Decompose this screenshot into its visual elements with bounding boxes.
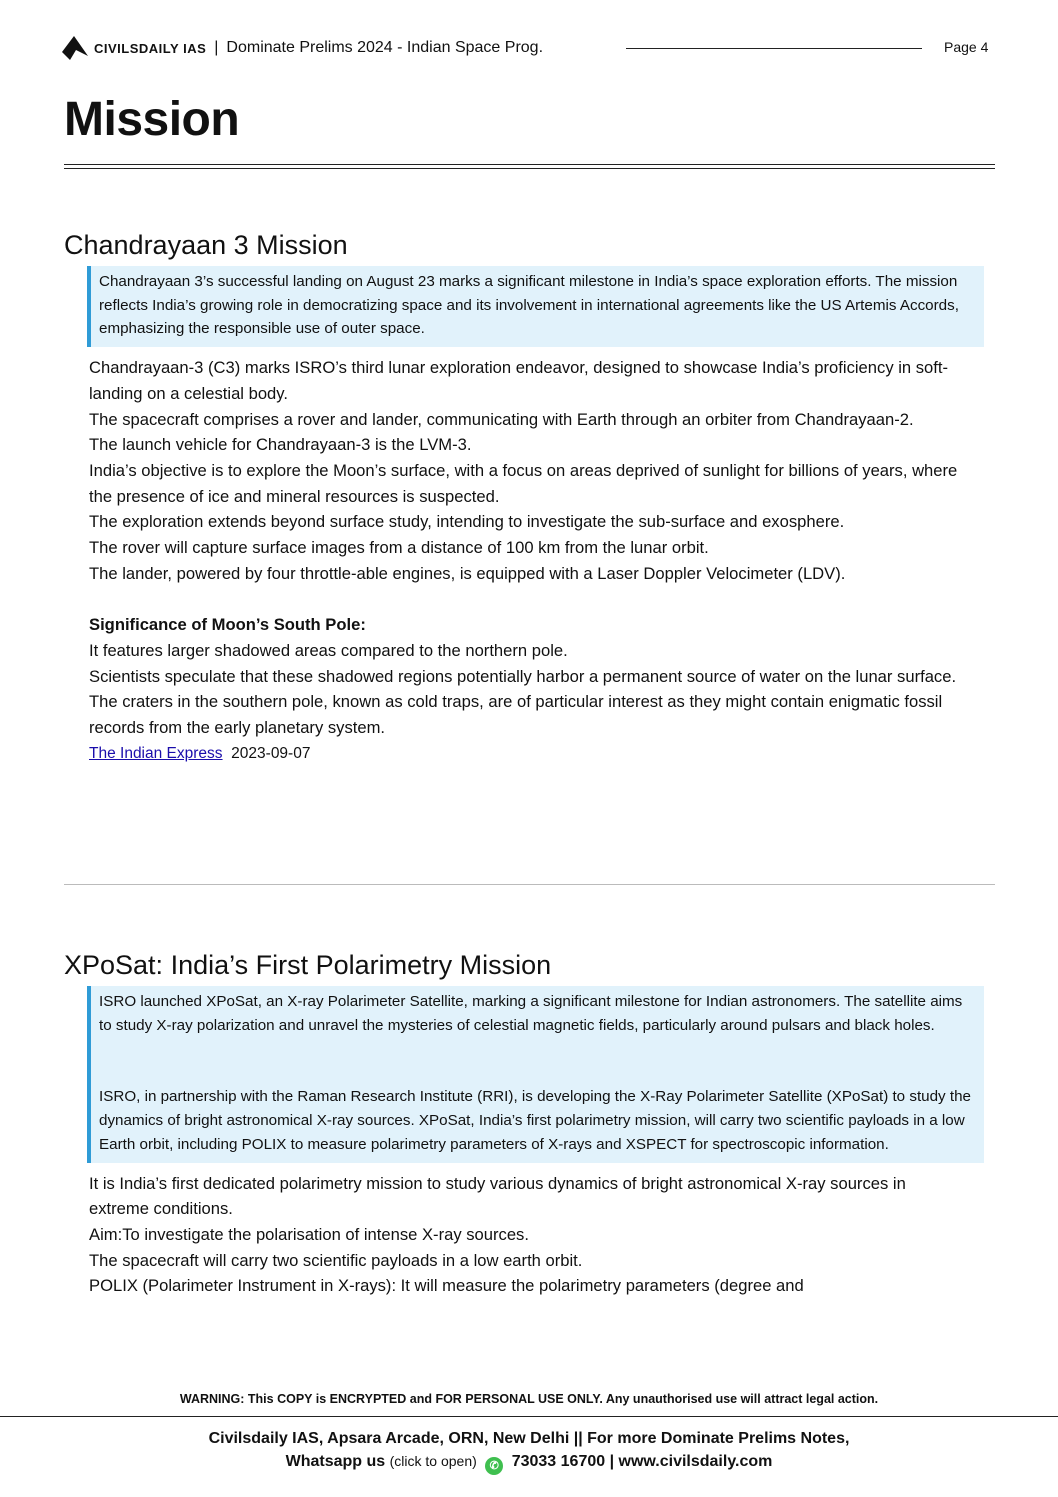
whatsapp-label[interactable]: Whatsapp us <box>285 1453 386 1470</box>
list-item: Chandrayaan-3 (C3) marks ISRO’s third lunar exploration endeavor, designed to showcase India’s proficiency in soft-landing on a celestial body. <box>89 358 949 403</box>
footer-address: Civilsdaily IAS, Apsara Arcade, ORN, New Delhi || For more Dominate Prelims Notes, <box>208 1430 850 1447</box>
callout-text: ISRO launched XPoSat, an X-ray Polarimeter Satellite, marking a significant milestone for Indian astronomers. The satellite aims to study X-ray polarization and unravel the mysteries of celestial magnetic fields, particularly around pulsars and black holes. <box>99 993 963 1034</box>
document-title: Dominate Prelims 2024 - Indian Space Prog. <box>226 39 544 56</box>
website-link[interactable]: www.civilsdaily.com <box>618 1453 773 1470</box>
source-date: 2023-09-07 <box>231 744 311 762</box>
section-chandrayaan <box>64 228 995 766</box>
click-hint: (click to open) <box>389 1453 477 1469</box>
page-footer <box>0 1428 1058 1475</box>
header-separator: | <box>214 39 219 56</box>
list-item: It features larger shadowed areas compared to the northern pole. <box>89 640 568 660</box>
list-item: It is India’s first dedicated polarimetry mission to study various dynamics of bright astronomical X-ray sources in extreme conditions. <box>89 1173 906 1219</box>
summary-callout <box>87 986 984 1163</box>
callout-text: Chandrayaan 3’s successful landing on August 23 marks a significant milestone in India’s space exploration efforts. The mission reflects India’s growing role in democratizing space and its involvement in international agreements like the US Artemis Accords, emphasizing the responsible use of outer space. <box>99 273 959 338</box>
list-item: POLIX (Polarimeter Instrument in X-rays): It will measure the polarimetry parameters (degree and <box>89 1276 804 1296</box>
list-item: The rover will capture surface images from a distance of 100 km from the lunar orbit. <box>89 538 709 558</box>
page-title: Mission <box>64 93 240 146</box>
warning-notice: WARNING: This COPY is ENCRYPTED and FOR PERSONAL USE ONLY. Any unauthorised use will attract legal action. <box>179 1392 879 1406</box>
callout-text: ISRO, in partnership with the Raman Research Institute (RRI), is developing the X-Ray Polarimeter Satellite (XPoSat) to study the dynamics of bright astronomical X-ray sources. XPoSat, India’s first polarimetry mission, will carry two scientific payloads in a low Earth orbit, including POLIX to measure polarimetry parameters of X-rays and XSPECT for spectroscopic information. <box>99 1088 971 1153</box>
section-title: XPoSat: India’s First Polarimetry Mission <box>64 950 552 980</box>
brand-logo <box>62 36 206 60</box>
logo-icon <box>62 36 88 60</box>
list-item: The spacecraft will carry two scientific payloads in a low earth orbit. <box>89 1250 583 1270</box>
list-item: The lander, powered by four throttle-able engines, is equipped with a Laser Doppler Velocimeter (LDV). <box>89 563 846 583</box>
list-item: The craters in the southern pole, known as cold traps, are of particular interest as they might contain enigmatic fossil records from the early planetary system. <box>89 692 943 737</box>
page-header <box>62 36 543 60</box>
list-item: Aim:To investigate the polarisation of intense X-ray sources. <box>89 1224 529 1244</box>
summary-callout <box>87 266 984 347</box>
list-item: The exploration extends beyond surface study, intending to investigate the sub-surface and exosphere. <box>89 512 845 532</box>
subheading: Significance of Moon’s South Pole: <box>89 615 366 635</box>
header-rule <box>626 48 922 49</box>
footer-contact[interactable] <box>0 1450 1058 1475</box>
section-title: Chandrayaan 3 Mission <box>64 230 348 260</box>
section-xposat <box>64 948 995 1299</box>
source-line <box>89 741 969 767</box>
section-body <box>89 355 969 766</box>
list-item: Scientists speculate that these shadowed regions potentially harbor a permanent source of water on the lunar surface. <box>89 666 957 686</box>
section-body <box>89 1171 969 1300</box>
title-double-rule <box>64 164 995 169</box>
whatsapp-icon[interactable]: ✆ <box>485 1457 503 1475</box>
list-item: The launch vehicle for Chandrayaan-3 is the LVM-3. <box>89 435 472 455</box>
list-item: The spacecraft comprises a rover and lander, communicating with Earth through an orbiter from Chandrayaan-2. <box>89 409 914 429</box>
footer-rule <box>0 1416 1058 1417</box>
section-divider <box>64 884 995 885</box>
page-number: Page 4 <box>944 39 989 55</box>
brand-name: CIVILSDAILY IAS <box>94 40 207 56</box>
list-item: India’s objective is to explore the Moon’s surface, with a focus on areas deprived of sunlight for billions of years, where the presence of ice and mineral resources is suspected. <box>89 460 958 506</box>
phone-number[interactable]: 73033 16700 <box>511 1453 606 1470</box>
footer-separator: | <box>609 1453 615 1470</box>
source-link[interactable]: The Indian Express <box>89 744 223 762</box>
